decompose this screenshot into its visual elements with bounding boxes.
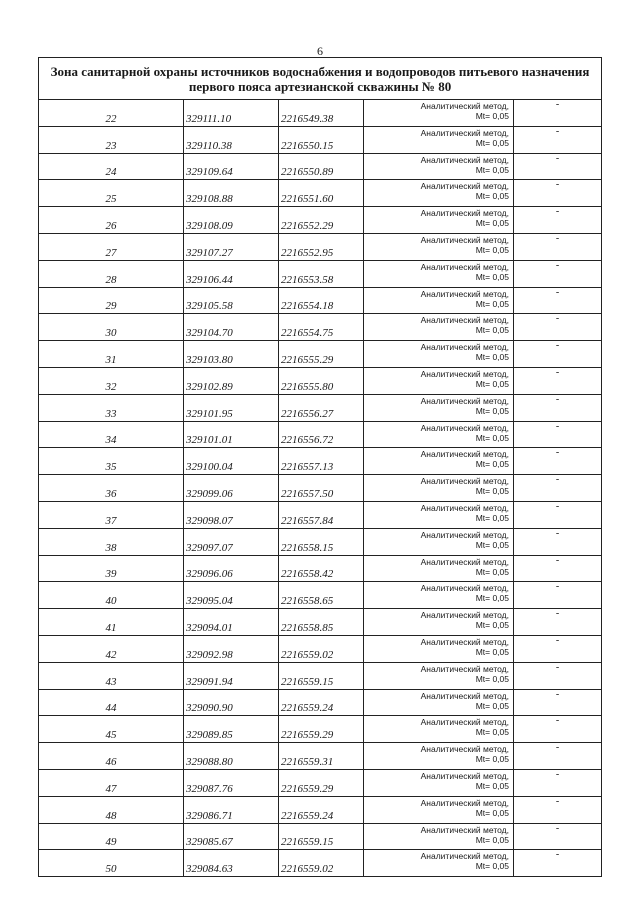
note-cell: -: [514, 850, 602, 877]
method-text: Аналитический метод,: [420, 717, 509, 728]
table-row: [39, 769, 602, 796]
coordinate-x: 329108.09: [184, 207, 279, 234]
note-cell: -: [514, 153, 602, 180]
coordinate-y: 2216555.80: [279, 367, 364, 394]
table-row: [39, 394, 602, 421]
note-cell: -: [514, 341, 602, 368]
point-number: 23: [39, 126, 184, 153]
table-row: [39, 126, 602, 153]
accuracy-text: Mt= 0,05: [475, 244, 509, 255]
method-cell: [364, 823, 514, 850]
coordinate-x: 329105.58: [184, 287, 279, 314]
method-text: Аналитический метод,: [420, 422, 509, 433]
point-number: 32: [39, 367, 184, 394]
method-cell: [364, 448, 514, 475]
coordinate-y: 2216559.24: [279, 689, 364, 716]
coordinate-x: 329101.95: [184, 394, 279, 421]
method-text: Аналитический метод,: [420, 342, 509, 353]
table-body: [39, 58, 602, 877]
coordinate-y: 2216552.29: [279, 207, 364, 234]
method-text: Аналитический метод,: [420, 368, 509, 379]
note-cell: -: [514, 769, 602, 796]
coordinate-x: 329091.94: [184, 662, 279, 689]
method-cell: [364, 394, 514, 421]
coordinate-x: 329086.71: [184, 796, 279, 823]
point-number: 39: [39, 555, 184, 582]
coordinate-y: 2216549.38: [279, 100, 364, 127]
method-text: Аналитический метод,: [420, 395, 509, 406]
table-row: [39, 314, 602, 341]
table-row: [39, 153, 602, 180]
coordinate-y: 2216558.65: [279, 582, 364, 609]
coordinate-y: 2216559.29: [279, 716, 364, 743]
method-cell: [364, 100, 514, 127]
method-cell: [364, 341, 514, 368]
method-cell: [364, 743, 514, 770]
method-text: Аналитический метод,: [420, 101, 509, 111]
method-cell: [364, 421, 514, 448]
method-cell: [364, 689, 514, 716]
coordinate-y: 2216555.29: [279, 341, 364, 368]
coordinate-y: 2216559.02: [279, 850, 364, 877]
accuracy-text: Mt= 0,05: [475, 566, 509, 577]
method-text: Аналитический метод,: [420, 824, 509, 835]
table-title-line-1: Зона санитарной охраны источников водоснабжения и водопроводов питьевого назначения: [50, 63, 590, 79]
coordinate-x: 329101.01: [184, 421, 279, 448]
point-number: 24: [39, 153, 184, 180]
coordinate-y: 2216556.72: [279, 421, 364, 448]
note-cell: -: [514, 260, 602, 287]
point-number: 35: [39, 448, 184, 475]
method-cell: [364, 475, 514, 502]
table-row: [39, 180, 602, 207]
accuracy-text: Mt= 0,05: [475, 620, 509, 631]
method-cell: [364, 153, 514, 180]
coordinate-y: 2216558.85: [279, 609, 364, 636]
method-text: Аналитический метод,: [420, 476, 509, 487]
point-number: 28: [39, 260, 184, 287]
coordinate-x: 329097.07: [184, 528, 279, 555]
point-number: 38: [39, 528, 184, 555]
coordinate-x: 329110.38: [184, 126, 279, 153]
table-row: [39, 743, 602, 770]
coordinate-y: 2216551.60: [279, 180, 364, 207]
point-number: 40: [39, 582, 184, 609]
note-cell: -: [514, 100, 602, 127]
accuracy-text: Mt= 0,05: [475, 834, 509, 845]
accuracy-text: Mt= 0,05: [475, 271, 509, 282]
coordinate-y: 2216558.15: [279, 528, 364, 555]
method-cell: [364, 126, 514, 153]
table-row: [39, 662, 602, 689]
coordinate-x: 329106.44: [184, 260, 279, 287]
coordinate-x: 329094.01: [184, 609, 279, 636]
method-cell: [364, 716, 514, 743]
accuracy-text: Mt= 0,05: [475, 780, 509, 791]
method-text: Аналитический метод,: [420, 610, 509, 621]
note-cell: -: [514, 207, 602, 234]
note-cell: -: [514, 689, 602, 716]
method-text: Аналитический метод,: [420, 690, 509, 701]
point-number: 42: [39, 635, 184, 662]
table-row: [39, 475, 602, 502]
table-row: [39, 716, 602, 743]
method-text: Аналитический метод,: [420, 663, 509, 674]
method-text: Аналитический метод,: [420, 261, 509, 272]
coordinate-x: 329089.85: [184, 716, 279, 743]
method-text: Аналитический метод,: [420, 181, 509, 192]
accuracy-text: Mt= 0,05: [475, 727, 509, 738]
coordinate-y: 2216559.31: [279, 743, 364, 770]
coordinate-x: 329087.76: [184, 769, 279, 796]
point-number: 34: [39, 421, 184, 448]
table-title-line-2: первого пояса артезианской скважины № 80: [188, 78, 452, 94]
title-row: [39, 58, 602, 100]
coordinate-x: 329100.04: [184, 448, 279, 475]
note-cell: -: [514, 796, 602, 823]
coordinate-x: 329084.63: [184, 850, 279, 877]
method-cell: [364, 501, 514, 528]
coordinate-x: 329090.90: [184, 689, 279, 716]
method-cell: [364, 314, 514, 341]
coordinate-y: 2216553.58: [279, 260, 364, 287]
table-title: [39, 58, 602, 100]
note-cell: -: [514, 662, 602, 689]
point-number: 25: [39, 180, 184, 207]
table-row: [39, 233, 602, 260]
point-number: 33: [39, 394, 184, 421]
method-text: Аналитический метод,: [420, 556, 509, 567]
note-cell: -: [514, 475, 602, 502]
coordinate-y: 2216556.27: [279, 394, 364, 421]
coordinate-y: 2216554.18: [279, 287, 364, 314]
accuracy-text: Mt= 0,05: [475, 512, 509, 523]
coordinate-x: 329095.04: [184, 582, 279, 609]
coordinate-y: 2216550.89: [279, 153, 364, 180]
method-text: Аналитический метод,: [420, 529, 509, 540]
method-cell: [364, 769, 514, 796]
coordinate-y: 2216559.02: [279, 635, 364, 662]
method-cell: [364, 635, 514, 662]
accuracy-text: Mt= 0,05: [475, 700, 509, 711]
method-cell: [364, 662, 514, 689]
coordinate-y: 2216559.15: [279, 662, 364, 689]
method-text: Аналитический метод,: [420, 154, 509, 165]
accuracy-text: Mt= 0,05: [475, 459, 509, 470]
table-row: [39, 207, 602, 234]
page-number: 6: [317, 44, 323, 58]
method-cell: [364, 582, 514, 609]
note-cell: -: [514, 635, 602, 662]
coordinate-y: 2216557.84: [279, 501, 364, 528]
accuracy-text: Mt= 0,05: [475, 191, 509, 202]
coordinate-x: 329092.98: [184, 635, 279, 662]
table-row: [39, 367, 602, 394]
method-cell: [364, 555, 514, 582]
table-row: [39, 609, 602, 636]
method-text: Аналитический метод,: [420, 502, 509, 513]
coordinate-x: 329104.70: [184, 314, 279, 341]
method-text: Аналитический метод,: [420, 636, 509, 647]
coordinates-table: [38, 57, 602, 877]
method-cell: [364, 180, 514, 207]
accuracy-text: Mt= 0,05: [475, 486, 509, 497]
coordinate-y: 2216554.75: [279, 314, 364, 341]
note-cell: -: [514, 287, 602, 314]
coordinate-y: 2216558.42: [279, 555, 364, 582]
method-text: Аналитический метод,: [420, 127, 509, 138]
point-number: 50: [39, 850, 184, 877]
coordinate-x: 329099.06: [184, 475, 279, 502]
coordinate-y: 2216559.15: [279, 823, 364, 850]
method-text: Аналитический метод,: [420, 744, 509, 755]
method-cell: [364, 796, 514, 823]
point-number: 30: [39, 314, 184, 341]
method-text: Аналитический метод,: [420, 770, 509, 781]
table-row: [39, 448, 602, 475]
table-row: [39, 582, 602, 609]
method-text: Аналитический метод,: [420, 208, 509, 219]
accuracy-text: Mt= 0,05: [475, 673, 509, 684]
note-cell: -: [514, 501, 602, 528]
table-row: [39, 850, 602, 877]
coordinate-y: 2216550.15: [279, 126, 364, 153]
note-cell: -: [514, 609, 602, 636]
method-text: Аналитический метод,: [420, 583, 509, 594]
coordinate-x: 329085.67: [184, 823, 279, 850]
point-number: 29: [39, 287, 184, 314]
accuracy-text: Mt= 0,05: [475, 432, 509, 443]
method-text: Аналитический метод,: [420, 315, 509, 326]
coordinate-y: 2216559.24: [279, 796, 364, 823]
table-row: [39, 823, 602, 850]
point-number: 48: [39, 796, 184, 823]
note-cell: -: [514, 126, 602, 153]
table-row: [39, 689, 602, 716]
note-cell: -: [514, 394, 602, 421]
accuracy-text: Mt= 0,05: [475, 137, 509, 148]
point-number: 31: [39, 341, 184, 368]
method-cell: [364, 367, 514, 394]
method-cell: [364, 287, 514, 314]
accuracy-text: Mt= 0,05: [475, 298, 509, 309]
note-cell: -: [514, 180, 602, 207]
table-row: [39, 501, 602, 528]
table-row: [39, 635, 602, 662]
coordinate-y: 2216552.95: [279, 233, 364, 260]
note-cell: -: [514, 582, 602, 609]
accuracy-text: Mt= 0,05: [475, 218, 509, 229]
point-number: 22: [39, 100, 184, 127]
table-row: [39, 421, 602, 448]
point-number: 45: [39, 716, 184, 743]
table-row: [39, 287, 602, 314]
accuracy-text: Mt= 0,05: [475, 352, 509, 363]
accuracy-text: Mt= 0,05: [475, 325, 509, 336]
note-cell: -: [514, 716, 602, 743]
point-number: 26: [39, 207, 184, 234]
accuracy-text: Mt= 0,05: [475, 646, 509, 657]
point-number: 36: [39, 475, 184, 502]
method-cell: [364, 260, 514, 287]
point-number: 44: [39, 689, 184, 716]
method-text: Аналитический метод,: [420, 234, 509, 245]
note-cell: -: [514, 314, 602, 341]
accuracy-text: Mt= 0,05: [475, 111, 509, 121]
point-number: 49: [39, 823, 184, 850]
point-number: 47: [39, 769, 184, 796]
point-number: 27: [39, 233, 184, 260]
method-cell: [364, 207, 514, 234]
coordinate-y: 2216557.13: [279, 448, 364, 475]
method-text: Аналитический метод,: [420, 851, 509, 862]
note-cell: -: [514, 233, 602, 260]
coordinate-x: 329107.27: [184, 233, 279, 260]
table-row: [39, 100, 602, 127]
table-row: [39, 796, 602, 823]
note-cell: -: [514, 823, 602, 850]
table-row: [39, 555, 602, 582]
table-row: [39, 260, 602, 287]
coordinate-x: 329103.80: [184, 341, 279, 368]
accuracy-text: Mt= 0,05: [475, 807, 509, 818]
note-cell: -: [514, 743, 602, 770]
note-cell: -: [514, 421, 602, 448]
note-cell: -: [514, 528, 602, 555]
coordinate-x: 329102.89: [184, 367, 279, 394]
coordinate-y: 2216557.50: [279, 475, 364, 502]
note-cell: -: [514, 448, 602, 475]
accuracy-text: Mt= 0,05: [475, 539, 509, 550]
table-row: [39, 528, 602, 555]
point-number: 43: [39, 662, 184, 689]
method-text: Аналитический метод,: [420, 288, 509, 299]
note-cell: -: [514, 555, 602, 582]
point-number: 46: [39, 743, 184, 770]
accuracy-text: Mt= 0,05: [475, 164, 509, 175]
accuracy-text: Mt= 0,05: [475, 861, 509, 872]
point-number: 37: [39, 501, 184, 528]
coordinate-x: 329109.64: [184, 153, 279, 180]
coordinate-x: 329111.10: [184, 100, 279, 127]
coordinate-y: 2216559.29: [279, 769, 364, 796]
accuracy-text: Mt= 0,05: [475, 593, 509, 604]
accuracy-text: Mt= 0,05: [475, 405, 509, 416]
table-row: [39, 341, 602, 368]
note-cell: -: [514, 367, 602, 394]
method-cell: [364, 850, 514, 877]
accuracy-text: Mt= 0,05: [475, 754, 509, 765]
method-cell: [364, 528, 514, 555]
method-text: Аналитический метод,: [420, 449, 509, 460]
coordinate-x: 329108.88: [184, 180, 279, 207]
coordinate-x: 329098.07: [184, 501, 279, 528]
method-text: Аналитический метод,: [420, 797, 509, 808]
method-cell: [364, 233, 514, 260]
point-number: 41: [39, 609, 184, 636]
method-cell: [364, 609, 514, 636]
coordinate-x: 329088.80: [184, 743, 279, 770]
coordinate-x: 329096.06: [184, 555, 279, 582]
accuracy-text: Mt= 0,05: [475, 378, 509, 389]
